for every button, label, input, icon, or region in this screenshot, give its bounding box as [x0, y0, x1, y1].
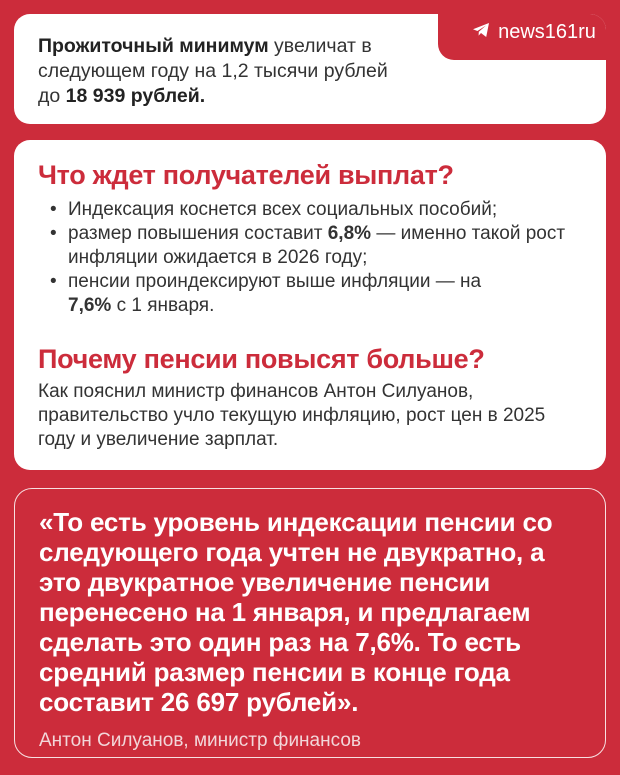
- brand-label: news161ru: [498, 20, 596, 43]
- summary-text-1: увеличат в следующем году на 1,2 тысячи рублей до: [38, 35, 388, 107]
- bullet-pre: размер повышения составит: [68, 223, 328, 244]
- info-card: [14, 140, 606, 470]
- bullet-dot: •: [50, 199, 57, 220]
- telegram-icon: [472, 21, 490, 44]
- bullet-bold: 6,8%: [327, 223, 372, 244]
- section2-text: Как пояснил министр финансов Антон Силуанов, правительство учло текущую инфляцию, рост цен в 2025 году и увеличение зарплат.: [38, 381, 546, 450]
- bullet-pre: Индексация коснется всех социальных пособий;: [68, 199, 498, 220]
- bullet-list: [38, 198, 582, 318]
- bullet-dot: •: [50, 223, 57, 244]
- bullet-post: с 1 января.: [111, 295, 215, 316]
- quote-author: Антон Силуанов, министр финансов: [39, 730, 361, 751]
- summary-bold-1: Прожиточный минимум: [38, 35, 269, 57]
- section2-heading: Почему пенсии повысят больше?: [38, 344, 485, 374]
- bullet-item: [38, 222, 582, 270]
- bullet-item: [38, 198, 582, 222]
- bullet-bold: 7,6%: [68, 295, 112, 316]
- summary-bold-2: 18 939 рублей.: [65, 85, 206, 107]
- brand-label-block[interactable]: [462, 18, 606, 46]
- bullet-post: — именно такой рост инфляции ожидается в 2026 году;: [68, 223, 566, 268]
- bullet-item: [38, 270, 582, 318]
- quote-card: [14, 488, 606, 758]
- quote-text: «То есть уровень индексации пенсии со следующего года учтен не двукратно, а это двукратное увеличение пенсии перенесено на 1 января, и предлагаем сделать это один раз на 7,6%. То есть средний размер пенсии в конце года составит 26 697 рублей».: [39, 507, 553, 717]
- bullet-dot: •: [50, 271, 57, 292]
- summary-text: [38, 34, 398, 109]
- bullet-pre: пенсии проиндексируют выше инфляции — на: [68, 271, 482, 292]
- section1-heading: Что ждет получателей выплат?: [38, 160, 454, 190]
